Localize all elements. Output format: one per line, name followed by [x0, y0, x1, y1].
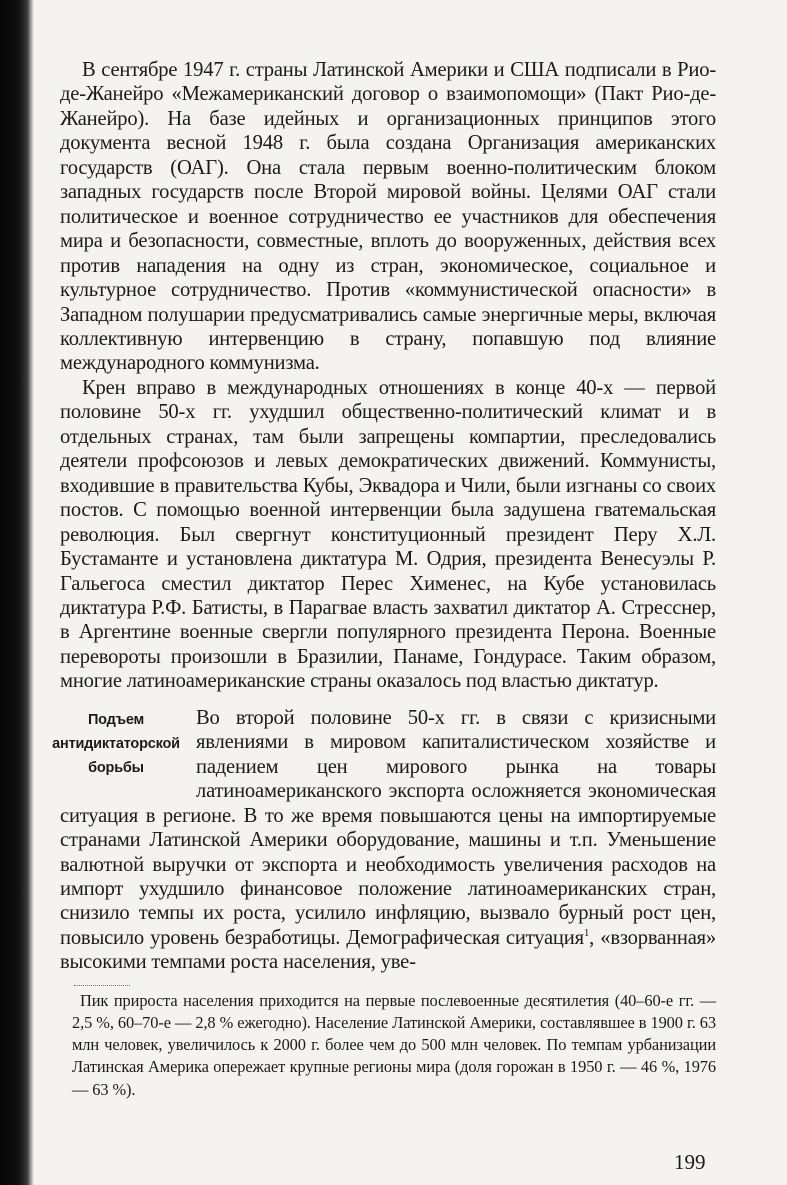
footnote: Пик прироста населения приходится на первые послевоенные десятилетия (40–60-е гг. — 2,5 %, 60–70-е — 2,8 % ежегодно). Население Латинской Америки, составлявшее в 1900 г. 63 млн человек, увеличилось к 2000 г. более чем до 500 млн человек. По темпам урбанизации Латинская Америка опережает крупные регионы мира (доля горожан в 1950 г. — 46 %, 1976 — 63 %).	[72, 990, 716, 1099]
section-anti-dictatorship	[52, 706, 717, 975]
page-number: 199	[674, 1150, 706, 1174]
section-text-continued: , «взорванная» высокими темпами роста населения, уве-	[60, 926, 717, 974]
section-text: Во второй половине 50-х гг. в связи с кризисными явлениями в мировом капиталистическом хозяйстве и падением цен мирового рынка на товары латиноамериканского экспорта осложняется экономическая ситуация в регионе. В то же время повышаются цены на импортируемые странами Латинской Америки оборудование, машины и т.п. Уменьшение валютной выручки от экспорта и необходимость увеличения расходов на импорт ухудшило финансовое положение латиноамериканских стран, снизило темпы их роста, усилило инфляцию, вызвало бурный рост цен, повысило уровень безработицы. Демографическая ситуация	[60, 706, 716, 949]
paragraph-oag: В сентябре 1947 г. страны Латинской Америки и США подписали в Рио-де-Жанейро «Межамериканский договор о взаимопомощи» (Пакт Рио-де-Жанейро). На базе идейных и организационных принципов этого документа весной 1948 г. была создана Организация американских государств (ОАГ). Она стала первым военно-политическим блоком западных государств после Второй мировой войны. Целями ОАГ стали политическое и военное сотрудничество ее участников для обеспечения мира и безопасности, совместные, вплоть до вооруженных, действия всех против нападения на одну из стран, экономическое, социальное и культурное сотрудничество. Против «коммунистической опасности» в Западном полушарии предусматривались самые энергичные меры, включая коллективную интервенцию в страну, попавшую под влияние международного коммунизма.	[60, 59, 716, 375]
paragraph-dictatorships: Крен вправо в международных отношениях в конце 40-х — первой половине 50-х гг. ухудшил общественно-политический климат и в отдельных странах, там были запрещены компартии, преследовались деятели профсоюзов и левых демократических движений. Коммунисты, входившие в правительства Кубы, Эквадора и Чили, были изгнаны со своих постов. С помощью военной интервенции была задушена гватемальская революция. Был свергнут конституционный президент Перу Х.Л. Бустаманте и установлена диктатура М. Одрия, президента Венесуэлы Р. Гальегоса сместил диктатор Перес Хименес, на Кубе установилась диктатура Р.Ф. Батисты, в Парагвае власть захватил диктатор А. Стресснер, в Аргентине военные свергли популярного президента Перона. Военные перевороты произошли в Бразилии, Панаме, Гондурасе. Таким образом, многие латиноамериканские страны оказалось под властью диктатур.	[60, 376, 716, 693]
footnote-mark[interactable]: 1	[583, 927, 590, 939]
page-content	[52, 58, 717, 1101]
section-heading: Подъем антидиктаторской борьбы	[52, 711, 180, 776]
book-spine-shadow	[0, 0, 34, 1185]
footnote-divider	[74, 985, 130, 986]
